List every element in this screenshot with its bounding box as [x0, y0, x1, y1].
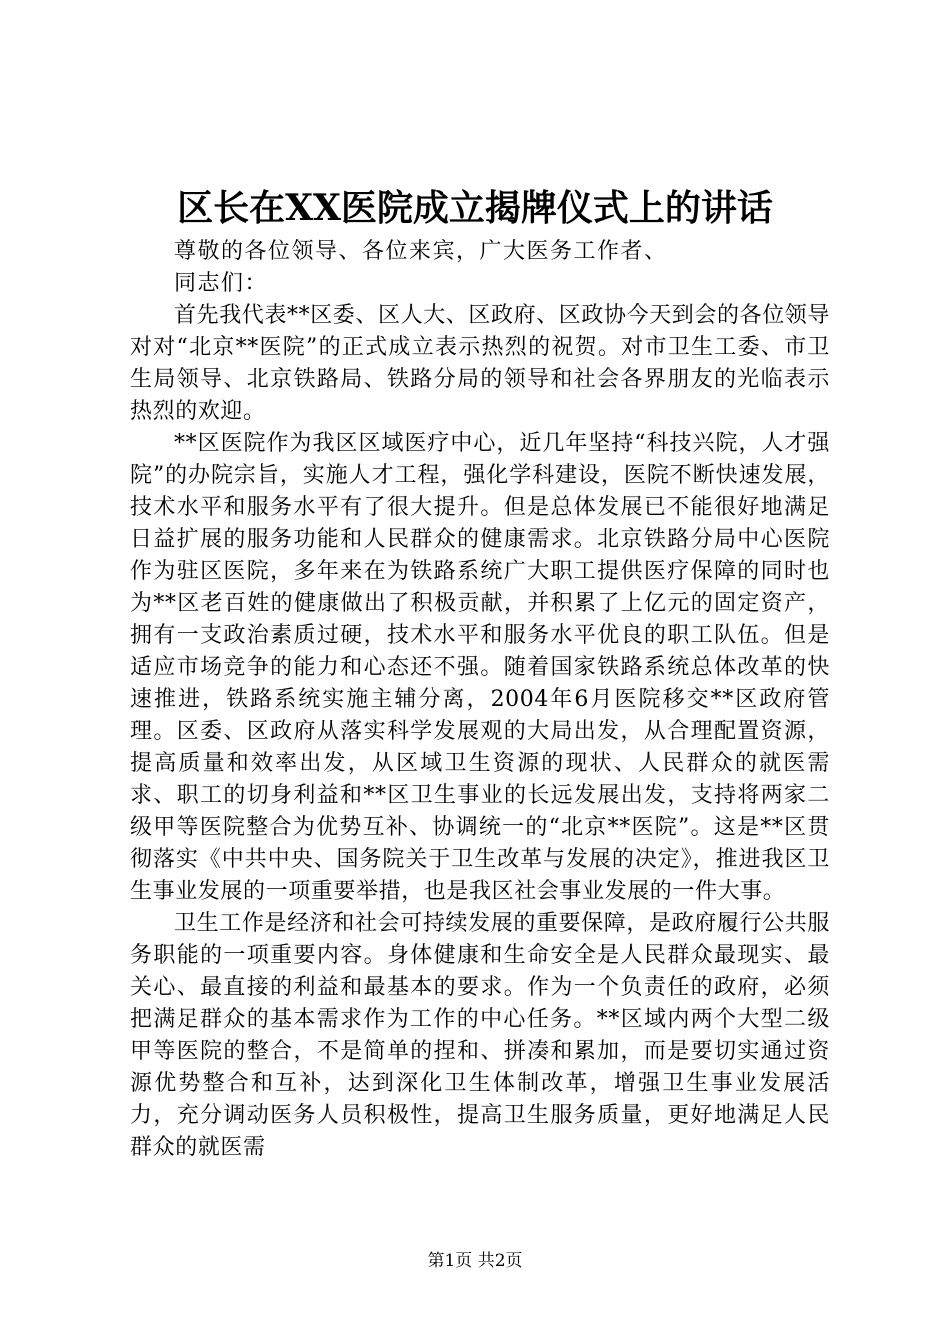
paragraph-3: 卫生工作是经济和社会可持续发展的重要保障，是政府履行公共服务职能的一项重要内容。身体健康和生命安全是人民群众最现实、最关心、最直接的利益和最基本的要求。作为一个负责任的政府，必须把满足群众的基本需求作为工作的中心任务。**区域内两个大型二级甲等医院的整合，不是简单的捏和、拼凑和累加，而是要切实通过资源优势整合和互补，达到深化卫生体制改革，增强卫生事业发展活力，充分调动医务人员积极性，提高卫生服务质量，更好地满足人民群众的就医需 — [130, 911, 830, 1160]
page-footer: 第1页 共2页 — [427, 1251, 523, 1271]
salutation-line-1: 尊敬的各位领导、各位来宾，广大医务工作者、 — [174, 239, 668, 264]
salutation-line-2: 同志们： — [174, 271, 269, 296]
document-title: 区长在XX医院成立揭牌仪式上的讲话 — [177, 187, 773, 229]
document-body — [130, 236, 830, 1164]
paragraph-1: 首先我代表**区委、区人大、区政府、区政协今天到会的各位领导对对“北京**医院”的正式成立表示热烈的祝贺。对市卫生工委、市卫生局领导、北京铁路局、铁路分局的领导和社会各界朋友的光临表示热烈的欢迎。 — [130, 303, 831, 424]
paragraph-2: **区医院作为我区区域医疗中心，近几年坚持“科技兴院，人才强院”的办院宗旨，实施人才工程，强化学科建设，医院不断快速发展，技术水平和服务水平有了很大提升。但是总体发展已不能很好地满足日益扩展的服务功能和人民群众的健康需求。北京铁路分局中心医院作为驻区医院，多年来在为铁路系统广大职工提供医疗保障的同时也为**区老百姓的健康做出了积极贡献，并积累了上亿元的固定资产，拥有一支政治素质过硬，技术水平和服务水平优良的职工队伍。但是适应市场竞争的能力和心态还不强。随着国家铁路系统总体改革的快速推进，铁路系统实施主辅分离，2004年6月医院移交**区政府管理。区委、区政府从落实科学发展观的大局出发，从合理配置资源，提高质量和效率出发，从区域卫生资源的现状、人民群众的就医需求、职工的切身利益和**区卫生事业的长远发展出发，支持将两家二级甲等医院整合为优势互补、协调统一的“北京**医院”。这是**区贯彻落实《中共中央、国务院关于卫生改革与发展的决定》，推进我区卫生事业发展的一项重要举措，也是我区社会事业发展的一件大事。 — [130, 431, 830, 904]
